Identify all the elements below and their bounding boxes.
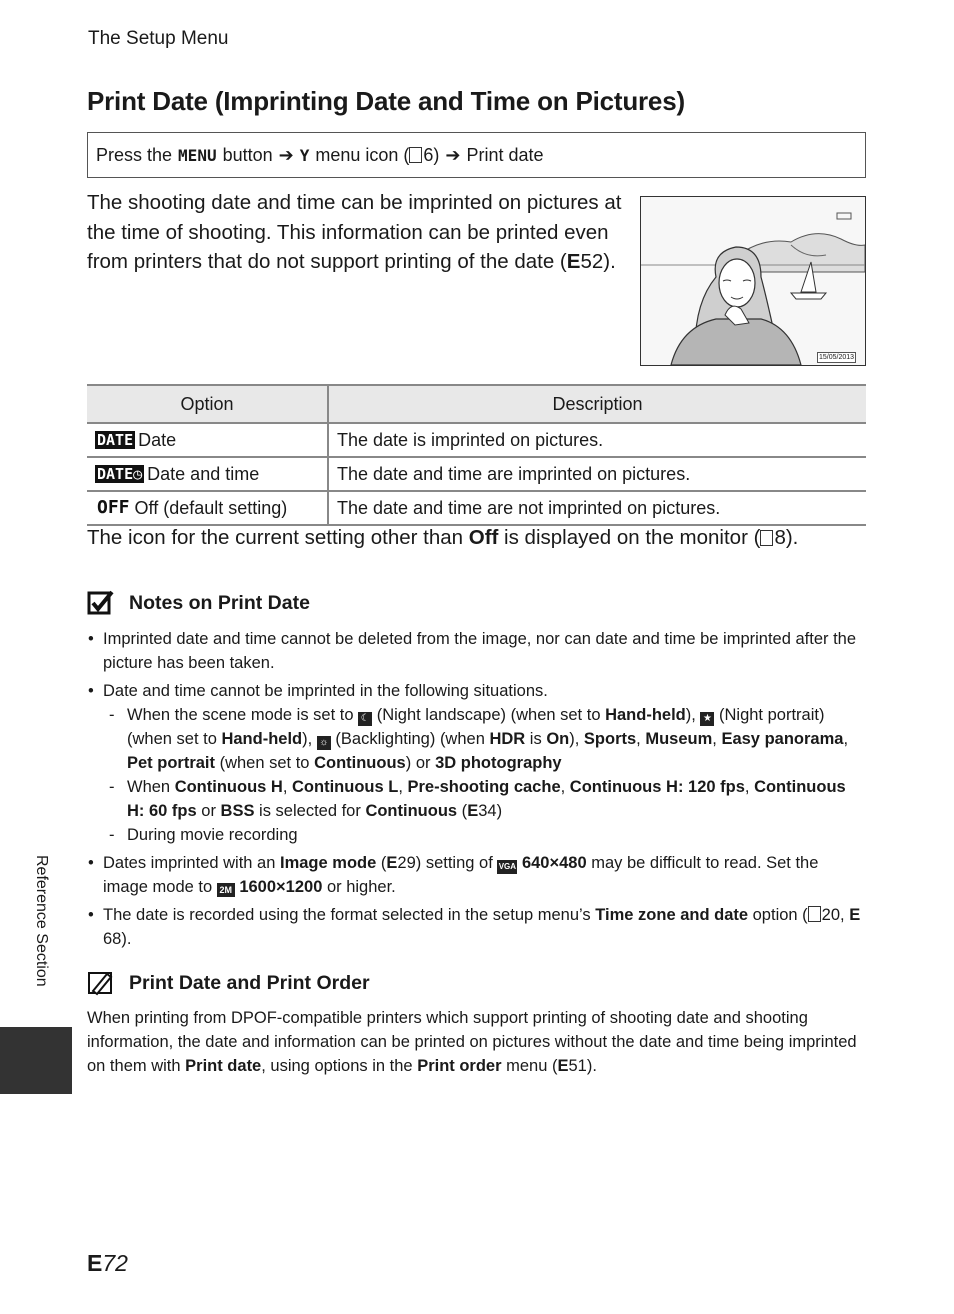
table-row xyxy=(87,491,866,525)
page-number-value: 72 xyxy=(102,1250,128,1276)
list-item: • Dates imprinted with an Image mode (E29) setting of VGA 640×480 may be difficult to read. Set the image mode to 2M 1600×1200 or higher. xyxy=(87,851,862,899)
note-text: The icon for the current setting other than xyxy=(87,526,469,549)
book-reference-icon xyxy=(409,147,422,163)
sub-list-item: - When the scene mode is set to ☾ (Night landscape) (when set to Hand-held), ★ (Night portrait) (when set to Hand-held), ☼ (Backlighting) (when HDR is On), Sports, Museum, Easy panorama, Pet portrait (when set to Continuous) or 3D photography xyxy=(103,703,862,775)
notes-list xyxy=(87,627,862,955)
backlighting-icon: ☼ xyxy=(317,736,331,750)
table-header-row xyxy=(87,385,866,423)
list-item: • Imprinted date and time cannot be deleted from the image, nor can date and time be imprinted after the picture has been taken. xyxy=(87,627,862,675)
option-label: Date xyxy=(138,429,177,450)
arrow-right-icon: ➔ xyxy=(278,144,294,165)
options-table xyxy=(87,384,866,526)
side-section-tab xyxy=(0,1027,72,1094)
arrow-right-icon: ➔ xyxy=(445,144,461,165)
setup-wrench-icon: Y xyxy=(299,145,310,165)
description-column-header: Description xyxy=(328,385,866,423)
option-cell xyxy=(87,491,328,525)
night-portrait-icon: ★ xyxy=(700,712,714,726)
print-order-heading xyxy=(87,970,370,996)
note-text: is displayed on the monitor ( xyxy=(498,526,761,549)
sub-list xyxy=(103,703,862,847)
reference-section-icon: E xyxy=(566,250,581,273)
note-close: ). xyxy=(785,526,799,549)
reference-section-icon: E xyxy=(557,1057,569,1075)
intro-paragraph xyxy=(87,188,627,277)
sample-photo-illustration xyxy=(641,197,865,365)
print-order-heading-text: Print Date and Print Order xyxy=(129,971,370,994)
menu-path-target: Print date xyxy=(466,144,544,165)
sub-list-item: - When Continuous H, Continuous L, Pre-shooting cache, Continuous H: 120 fps, Continuous H: 60 fps or BSS is selected for Continuous (E34) xyxy=(103,775,862,823)
option-column-header: Option xyxy=(87,385,328,423)
description-cell: The date and time are not imprinted on pictures. xyxy=(328,491,866,525)
off-icon: OFF xyxy=(97,497,130,518)
night-landscape-icon: ☾ xyxy=(358,712,372,726)
sub-list-item: - During movie recording xyxy=(103,823,862,847)
2m-size-icon: 2M xyxy=(217,883,235,897)
intro-ref: 52 xyxy=(580,250,604,273)
table-row xyxy=(87,423,866,457)
description-cell: The date is imprinted on pictures. xyxy=(328,423,866,457)
option-label: Date and time xyxy=(147,463,260,484)
reference-section-icon: E xyxy=(386,854,398,872)
intro-close: ). xyxy=(603,250,616,273)
book-reference-icon xyxy=(808,906,821,922)
intro-text: The shooting date and time can be imprinted on pictures at the time of shooting. This information can be printed even from printers that do not support printing of the date ( xyxy=(87,191,622,273)
menu-path-box xyxy=(87,132,866,178)
page-title: Print Date (Imprinting Date and Time on Pictures) xyxy=(87,86,685,116)
list-item-text: Date and time cannot be imprinted in the following situations. xyxy=(103,682,548,700)
checkmark-note-icon xyxy=(87,590,115,616)
option-cell xyxy=(87,423,328,457)
reference-section-icon: E xyxy=(467,802,479,820)
reference-section-icon: E xyxy=(849,906,861,924)
date-icon: DATE xyxy=(97,430,134,449)
photo-date-stamp: 15/05/2013 xyxy=(819,354,855,361)
list-item: • The date is recorded using the format selected in the setup menu’s Time zone and date option ( 20, E68). xyxy=(87,903,862,951)
menu-path-ref-close: ) xyxy=(433,144,440,165)
current-setting-note xyxy=(87,526,798,550)
date-time-icon: DATE◷ xyxy=(97,464,143,483)
option-label: Off (default setting) xyxy=(134,498,288,518)
list-item xyxy=(87,679,862,847)
description-cell: The date and time are imprinted on pictures. xyxy=(328,457,866,491)
menu-path-ref: 6 xyxy=(423,144,434,165)
menu-button-icon: MENU xyxy=(178,145,217,165)
menu-path-press: Press the xyxy=(96,144,173,165)
menu-path-menu-icon: menu icon ( xyxy=(315,144,410,165)
notes-heading xyxy=(87,590,310,616)
note-ref: 8 xyxy=(774,526,786,549)
pencil-note-icon xyxy=(87,970,115,996)
side-section-label: Reference Section xyxy=(33,855,50,987)
sample-photo xyxy=(640,196,866,366)
reference-section-icon: E xyxy=(87,1250,103,1276)
option-cell xyxy=(87,457,328,491)
vga-size-icon: VGA xyxy=(497,860,517,874)
book-reference-icon xyxy=(760,530,773,546)
menu-path-button: button xyxy=(222,144,273,165)
note-bold: Off xyxy=(468,526,499,549)
print-order-paragraph: When printing from DPOF-compatible printers which support printing of shooting date and shooting information, the date and information can be printed on pictures without the date and time being imprinted on them with Print date, using options in the Print order menu (E51). xyxy=(87,1006,857,1078)
notes-heading-text: Notes on Print Date xyxy=(129,591,310,614)
section-label: The Setup Menu xyxy=(88,28,229,49)
page-number xyxy=(87,1250,128,1277)
table-row xyxy=(87,457,866,491)
